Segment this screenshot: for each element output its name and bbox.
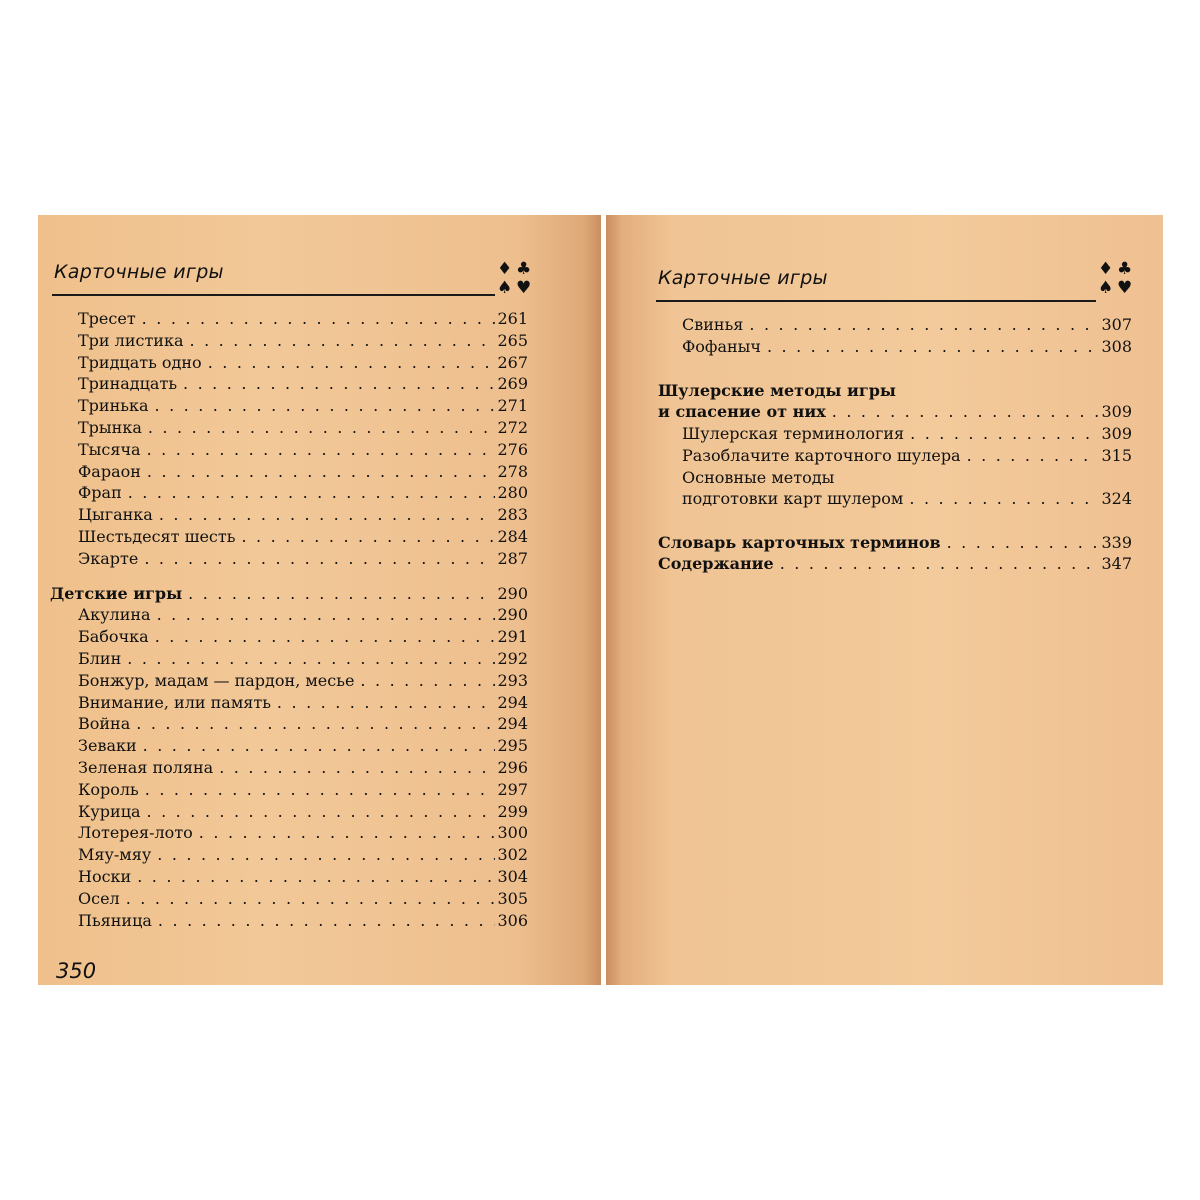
leader-dots: [199, 823, 496, 842]
section-heading-entry: Детские игры . . . 290: [50, 584, 528, 603]
toc-entry: Тринадцать . . . 269: [78, 374, 528, 393]
toc-entry: Бабочка . . . 291: [78, 627, 528, 646]
page-number: 350: [56, 959, 97, 983]
leader-dots: [183, 374, 495, 393]
diamond-icon: ♦: [1098, 259, 1114, 279]
right-page: [606, 215, 1163, 985]
toc-entry-major: Содержание . . . 347: [658, 554, 1132, 573]
toc-entry: Фрап . . . 280: [78, 483, 528, 502]
toc-entry: Шулерская терминология . . . 309: [682, 424, 1132, 443]
toc-entry-major: Словарь карточных терминов . . . 339: [658, 533, 1132, 552]
leader-dots: [136, 714, 495, 733]
header-rule: [52, 294, 495, 296]
toc-entry: Свинья . . . 307: [682, 315, 1132, 334]
toc-entry: Война . . . 294: [78, 714, 528, 733]
leader-dots: [157, 605, 496, 624]
diamond-icon: ♦: [497, 259, 513, 279]
toc-entry: Три листика . . . 265: [78, 331, 528, 350]
leader-dots: [147, 462, 496, 481]
toc-entry: Мяу-мяу . . . 302: [78, 845, 528, 864]
leader-dots: [188, 584, 495, 603]
toc-entry: Зеваки . . . 295: [78, 736, 528, 755]
leader-dots: [147, 440, 496, 459]
toc-entry: Фараон . . . 278: [78, 462, 528, 481]
leader-dots: [190, 331, 496, 350]
leader-dots: [909, 489, 1099, 508]
toc-entry: Внимание, или память . . . 294: [78, 693, 528, 712]
left-page: [38, 215, 601, 985]
leader-dots: [277, 693, 496, 712]
spade-icon: ♠: [497, 278, 513, 298]
toc-entry: Тысяча . . . 276: [78, 440, 528, 459]
running-head: Карточные игры: [658, 267, 828, 289]
toc-entry: Цыганка . . . 283: [78, 505, 528, 524]
heart-icon: ♥: [516, 278, 532, 298]
toc-entry: Курица . . . 299: [78, 802, 528, 821]
toc-entry: Лотерея-лото . . . 300: [78, 823, 528, 842]
leader-dots: [749, 315, 1099, 334]
club-icon: ♣: [1117, 259, 1133, 279]
section-heading-entry: и спасение от них . . . 309: [658, 402, 1132, 421]
header-rule: [656, 300, 1096, 302]
leader-dots: [208, 353, 496, 372]
card-suits-icon: [1096, 261, 1136, 301]
toc-entry: Тринька . . . 271: [78, 396, 528, 415]
toc-entry: Пьяница . . . 306: [78, 911, 528, 930]
section-heading: Шулерские методы игры: [658, 381, 896, 400]
toc-entry: Осел . . . 305: [78, 889, 528, 908]
toc-entry: Тридцать одно . . . 267: [78, 353, 528, 372]
leader-dots: [910, 424, 1099, 443]
heart-icon: ♥: [1117, 278, 1133, 298]
leader-dots: [157, 845, 495, 864]
leader-dots: [126, 889, 496, 908]
toc-entry: подготовки карт шулером . . . 324: [682, 489, 1132, 508]
leader-dots: [360, 671, 495, 690]
leader-dots: [148, 418, 496, 437]
toc-entry: Носки . . . 304: [78, 867, 528, 886]
leader-dots: [767, 337, 1100, 356]
card-suits-icon: [495, 261, 535, 301]
toc-entry: Фофаныч . . . 308: [682, 337, 1132, 356]
leader-dots: [127, 649, 495, 668]
toc-entry: Король . . . 297: [78, 780, 528, 799]
leader-dots: [780, 554, 1100, 573]
leader-dots: [832, 402, 1100, 421]
leader-dots: [128, 483, 496, 502]
toc-entry: Шестьдесят шесть . . . 284: [78, 527, 528, 546]
leader-dots: [155, 627, 496, 646]
leader-dots: [142, 309, 496, 328]
running-head: Карточные игры: [54, 261, 224, 283]
leader-dots: [147, 802, 496, 821]
toc-entry: Бонжур, мадам — пардон, месье . . . 293: [78, 671, 528, 690]
toc-entry-line1: Основные методы: [682, 468, 835, 487]
leader-dots: [137, 867, 495, 886]
club-icon: ♣: [516, 259, 532, 279]
toc-entry: Тресет . . . 261: [78, 309, 528, 328]
leader-dots: [967, 446, 1100, 465]
leader-dots: [159, 505, 496, 524]
leader-dots: [144, 549, 495, 568]
leader-dots: [145, 780, 496, 799]
toc-entry: Трынка . . . 272: [78, 418, 528, 437]
bleed-through-text: [368, 263, 373, 281]
leader-dots: [947, 533, 1100, 552]
leader-dots: [241, 527, 495, 546]
toc-entry: Разоблачите карточного шулера . . . 315: [682, 446, 1132, 465]
leader-dots: [155, 396, 496, 415]
leader-dots: [219, 758, 495, 777]
toc-entry: Акулина . . . 290: [78, 605, 528, 624]
leader-dots: [158, 911, 496, 930]
toc-entry: Зеленая поляна . . . 296: [78, 758, 528, 777]
toc-entry: Блин . . . 292: [78, 649, 528, 668]
toc-entry: Экарте . . . 287: [78, 549, 528, 568]
leader-dots: [143, 736, 496, 755]
spade-icon: ♠: [1098, 278, 1114, 298]
